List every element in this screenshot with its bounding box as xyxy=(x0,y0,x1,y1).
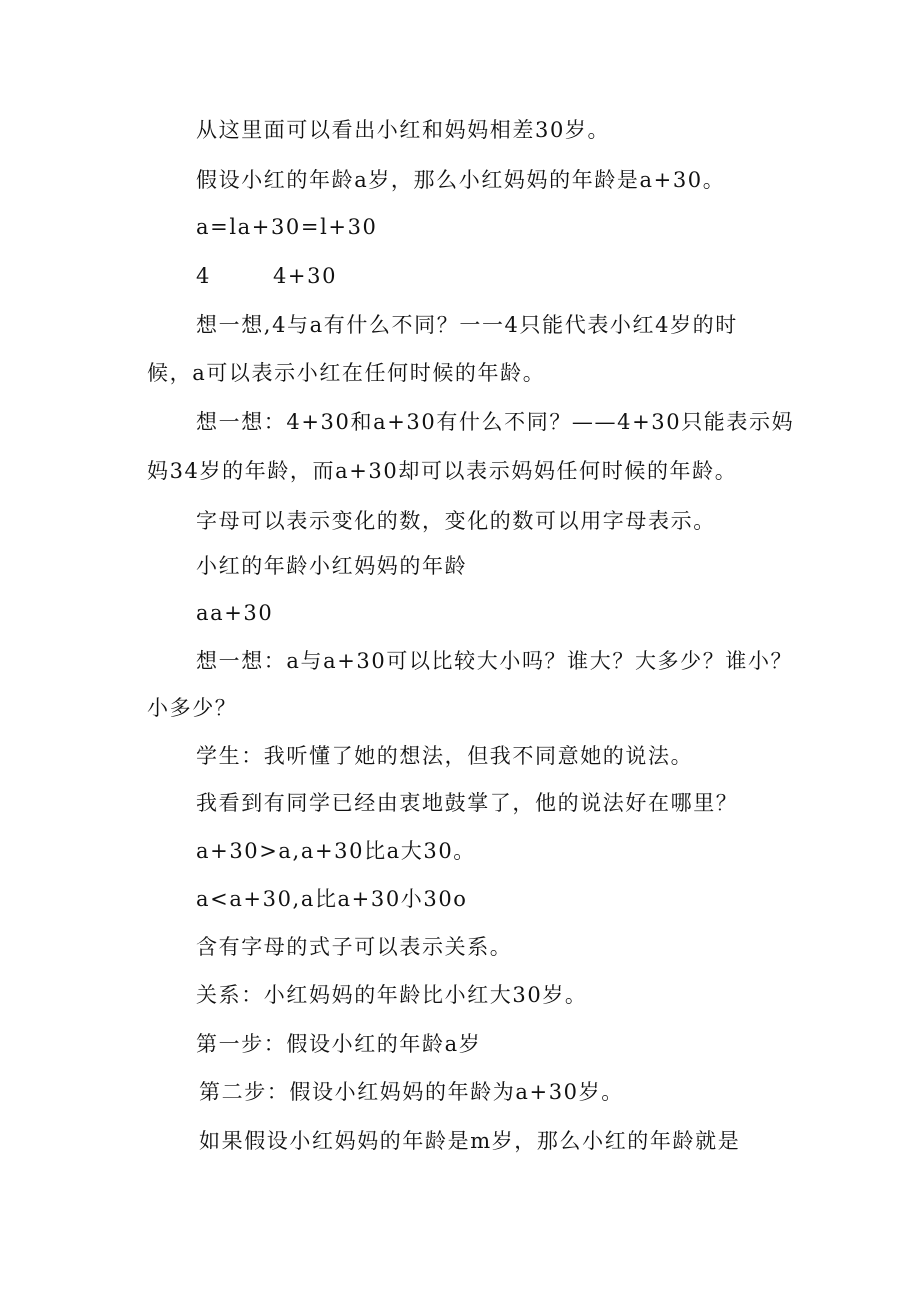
paragraph: 小红的年龄小红妈妈的年龄 xyxy=(196,554,468,578)
paragraph: 含有字母的式子可以表示关系。 xyxy=(196,935,513,959)
paragraph: 我看到有同学已经由衷地鼓掌了，他的说法好在哪里？ xyxy=(196,791,739,815)
paragraph: 想一想：a与a+30可以比较大小吗？谁大？大多少？谁小？ xyxy=(196,649,794,673)
paragraph-continuation: 妈34岁的年龄，而a+30却可以表示妈妈任何时候的年龄。 xyxy=(147,459,738,483)
paragraph-continuation: 小多少？ xyxy=(147,696,238,720)
formula-line xyxy=(196,261,337,291)
paragraph-continuation: 候，a可以表示小红在任何时候的年龄。 xyxy=(147,361,546,385)
formula-line: a=la+30=l+30 xyxy=(196,215,378,239)
paragraph: 关系：小红妈妈的年龄比小红大30岁。 xyxy=(196,983,588,1007)
paragraph: 第一步：假设小红的年龄a岁 xyxy=(196,1032,482,1056)
paragraph: 想一想,4与a有什么不同？一一4只能代表小红4岁的时 xyxy=(196,313,738,337)
formula-line: a+30>a,a+30比a大30。 xyxy=(196,839,476,863)
paragraph: 想一想：4+30和a+30有什么不同？——4+30只能表示妈 xyxy=(196,410,795,434)
paragraph: 第二步：假设小红妈妈的年龄为a+30岁。 xyxy=(199,1080,624,1104)
paragraph: 学生：我听懂了她的想法，但我不同意她的说法。 xyxy=(196,744,694,768)
formula-line: a<a+30,a比a+30小30o xyxy=(196,887,468,911)
paragraph: 如果假设小红妈妈的年龄是m岁，那么小红的年龄就是 xyxy=(199,1129,741,1153)
paragraph: 字母可以表示变化的数，变化的数可以用字母表示。 xyxy=(196,509,716,533)
formula-line: aa+30 xyxy=(196,601,274,625)
formula-value-left: 4 xyxy=(196,264,211,288)
paragraph: 从这里面可以看出小红和妈妈相差30岁。 xyxy=(196,118,611,142)
formula-value-right: 4+30 xyxy=(272,264,338,288)
paragraph: 假设小红的年龄a岁，那么小红妈妈的年龄是a+30。 xyxy=(196,168,726,192)
